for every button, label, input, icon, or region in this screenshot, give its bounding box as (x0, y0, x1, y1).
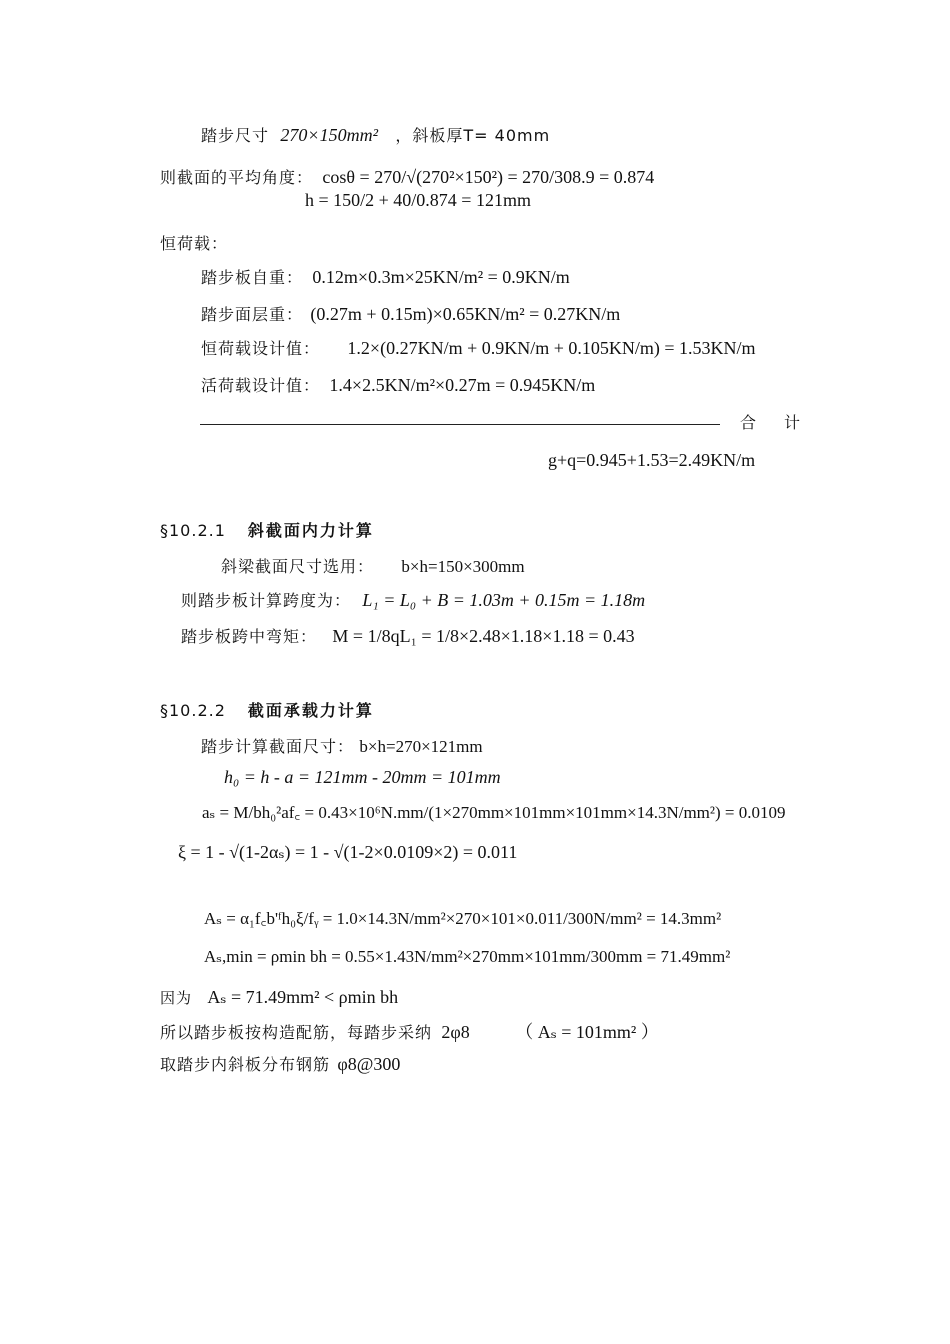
distribution-rebar-label: 取踏步内斜板分布钢筋 (160, 1055, 331, 1074)
rebar-area: （ Aₛ = 101mm² ） (515, 1022, 659, 1042)
slab-weight-expr: 0.12m×0.3m×25KN/m² = 0.9KN/m (312, 267, 570, 287)
total-label: 合 计 (740, 413, 807, 432)
step-size-label: 踏步尺寸 (201, 126, 270, 145)
as-required-expr: Aₛ = α₁f꜀b'ᶠh₀ξ/fᵧ = 1.0×14.3N/mm²×270×101×0.011/300N/mm² = 14.3mm² (204, 909, 722, 928)
rebar-spec: 2φ8 (441, 1022, 470, 1042)
alpha-s-expr: aₛ = M/bh₀²af꜀ = 0.43×10⁶N.mm/(1×270mm×101mm×101mm×14.3N/mm²) = 0.0109 (202, 803, 786, 822)
section-number: §10.2.2 (160, 701, 226, 720)
moment-expr: M = 1/8qL₁ = 1/8×2.48×1.18×1.18 = 0.43 (332, 626, 635, 646)
distribution-rebar-spec: φ8@300 (337, 1054, 401, 1074)
angle-line (160, 166, 654, 189)
finish-weight-line (201, 303, 620, 326)
moment-label: 踏步板跨中弯矩： (181, 627, 318, 646)
span-expr: L₁ = L₀ + B = 1.03m + 0.15m = 1.18m (362, 590, 646, 610)
calc-section-label: 踏步计算截面尺寸： (201, 737, 355, 756)
dead-design-line (201, 337, 756, 360)
calc-section-line (201, 736, 483, 758)
span-line (181, 589, 645, 612)
dead-load-heading: 恒荷载： (160, 234, 229, 253)
angle-label: 则截面的平均角度： (160, 168, 314, 187)
construction-rebar-label: 所以踏步板按构造配筋，每踏步采纳 (160, 1023, 433, 1042)
because-line (160, 986, 398, 1009)
dead-design-expr: 1.2×(0.27KN/m + 0.9KN/m + 0.105KN/m) = 1.53KN/m (347, 338, 756, 358)
total-divider (200, 424, 720, 425)
step-size-line (201, 124, 550, 147)
as-min-expr: Aₛ,min = ρmin bh = 0.55×1.43N/mm²×270mm×101mm/300mm = 71.49mm² (204, 947, 731, 966)
beam-section-label: 斜梁截面尺寸选用： (221, 557, 375, 576)
section-10-2-1-heading (160, 520, 374, 542)
because-expr: Aₛ = 71.49mm² < ρmin bh (207, 987, 399, 1007)
section-number: §10.2.1 (160, 521, 226, 540)
effective-depth-expr: h₀ = h - a = 121mm - 20mm = 101mm (224, 767, 501, 787)
height-expr: h = 150/2 + 40/0.874 = 121mm (305, 190, 531, 210)
section-10-2-2-heading (160, 700, 374, 722)
section-title: 截面承载力计算 (247, 701, 374, 720)
angle-expr: cosθ = 270/√(270²×150²) = 270/308.9 = 0.874 (322, 167, 655, 187)
slab-weight-label: 踏步板自重： (201, 268, 304, 287)
live-design-expr: 1.4×2.5KN/m²×0.27m = 0.945KN/m (329, 375, 596, 395)
moment-line (181, 625, 635, 648)
span-label: 则踏步板计算跨度为： (181, 591, 352, 610)
finish-weight-expr: (0.27m + 0.15m)×0.65KN/m² = 0.27KN/m (310, 304, 621, 324)
beam-section-line (221, 556, 525, 578)
because-label: 因为 (160, 989, 193, 1007)
live-design-line (201, 374, 595, 397)
total-load-expr: g+q=0.945+1.53=2.49KN/m (548, 450, 756, 470)
section-title: 斜截面内力计算 (247, 521, 374, 540)
step-size-expr: 270×150mm² (280, 125, 378, 145)
distribution-rebar-line (160, 1053, 400, 1076)
finish-weight-label: 踏步面层重： (201, 305, 304, 324)
xi-expr: ξ = 1 - √(1-2αₛ) = 1 - √(1-2×0.0109×2) = 0.011 (178, 842, 518, 862)
live-design-label: 活荷载设计值： (201, 376, 321, 395)
construction-rebar-line (160, 1021, 659, 1044)
calc-section-expr: b×h=270×121mm (359, 737, 483, 756)
beam-section-expr: b×h=150×300mm (401, 557, 525, 576)
dead-design-label: 恒荷载设计值： (201, 339, 321, 358)
slab-thickness-text: ，斜板厚T= 40mm (395, 126, 551, 145)
slab-weight-line (201, 266, 570, 289)
